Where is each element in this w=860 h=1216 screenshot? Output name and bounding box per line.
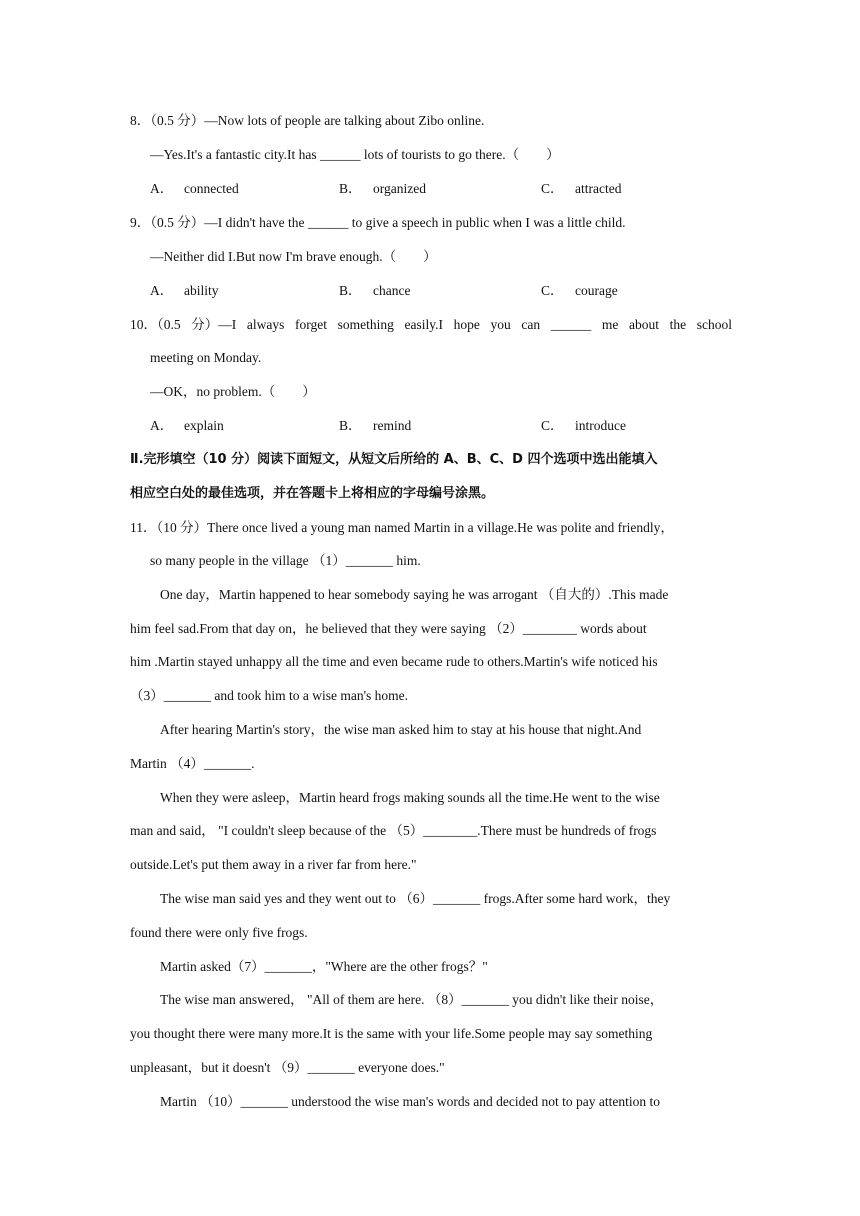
q8-dialog: —Yes.It's a fantastic city.It has ______ lots of tourists to go there.（ ）: [150, 147, 560, 162]
q10-word: you: [490, 317, 511, 332]
q10-word: ______: [550, 317, 592, 332]
q9-option-a[interactable]: A． ability: [150, 283, 219, 298]
section-heading: Ⅱ.完形填空（10 分）阅读下面短文，从短文后所给的 A、B、C、D 四个选项中选出能填入: [130, 452, 658, 467]
passage-line: him .Martin stayed unhappy all the time and even became rude to others.Martin's wife noticed his: [130, 654, 658, 669]
q10-option-b[interactable]: B． remind: [339, 418, 412, 433]
passage-line: After hearing Martin's story，the wise man asked him to stay at his house that night.And: [160, 722, 642, 737]
passage-line: Martin asked（7）_______，"Where are the other frogs？": [160, 959, 488, 974]
q10-word: 分）—I: [191, 317, 237, 332]
q9-stem: 9．（0.5 分）—I didn't have the ______ to give a speech in public when I was a little child.: [130, 215, 626, 230]
q10-word: the: [669, 317, 687, 332]
passage-line: outside.Let's put them away in a river far from here.": [130, 857, 417, 872]
q8-option-b[interactable]: B． organized: [339, 181, 426, 196]
passage-line: man and said， "I couldn't sleep because of the （5）________.There must be hundreds of frogs: [130, 823, 657, 838]
passage-line: The wise man said yes and they went out to （6）_______ frogs.After some hard work，they: [160, 891, 671, 906]
q10-dialog: —OK，no problem.（ ）: [150, 384, 316, 399]
q10-word: can: [521, 317, 541, 332]
passage-line: When they were asleep，Martin heard frogs making sounds all the time.He went to the wise: [160, 790, 660, 805]
q8-option-c[interactable]: C． attracted: [541, 181, 622, 196]
q10-word: school: [696, 317, 732, 332]
q11-stem-cont: so many people in the village （1）_______ him.: [150, 553, 421, 568]
passage-line: you thought there were many more.It is the same with your life.Some people may say something: [130, 1026, 653, 1041]
q10-word: forget: [295, 317, 327, 332]
q9-option-b[interactable]: B． chance: [339, 283, 411, 298]
q10-word: me: [601, 317, 619, 332]
q10-word: easily.I: [404, 317, 443, 332]
q10-word: about: [628, 317, 659, 332]
q10-word: always: [246, 317, 285, 332]
q10-stem-cont: meeting on Monday.: [150, 350, 262, 365]
passage-line: found there were only five frogs.: [130, 925, 308, 940]
q9-dialog: —Neither did I.But now I'm brave enough.（ ）: [150, 249, 437, 264]
q10-word: 10．（0.5: [130, 317, 181, 332]
q10-option-a[interactable]: A． explain: [150, 418, 224, 433]
passage-line: Martin （10）_______ understood the wise man's words and decided not to pay attention to: [160, 1094, 660, 1109]
section-instructions: 相应空白处的最佳选项，并在答题卡上将相应的字母编号涂黑。: [130, 486, 495, 501]
q9-option-c[interactable]: C． courage: [541, 283, 618, 298]
q10-option-c[interactable]: C． introduce: [541, 418, 626, 433]
passage-line: unpleasant，but it doesn't （9）_______ everyone does.": [130, 1060, 445, 1075]
q8-stem: 8．（0.5 分）—Now lots of people are talking about Zibo online.: [130, 113, 485, 128]
q10-stem: [130, 315, 732, 335]
q8-option-a[interactable]: A． connected: [150, 181, 239, 196]
passage-line: Martin （4）_______.: [130, 756, 255, 771]
passage-line: （3）_______ and took him to a wise man's home.: [130, 688, 409, 703]
q10-word: something: [337, 317, 394, 332]
passage-line: him feel sad.From that day on，he believed that they were saying （2）________ words about: [130, 621, 647, 636]
q11-stem: 11．（10 分）There once lived a young man named Martin in a village.He was polite and friendly，: [130, 520, 674, 535]
q10-word: hope: [453, 317, 480, 332]
passage-line: The wise man answered， "All of them are here. （8）_______ you didn't like their noise，: [160, 992, 664, 1007]
passage-line: One day，Martin happened to hear somebody saying he was arrogant （自大的）.This made: [160, 587, 669, 602]
